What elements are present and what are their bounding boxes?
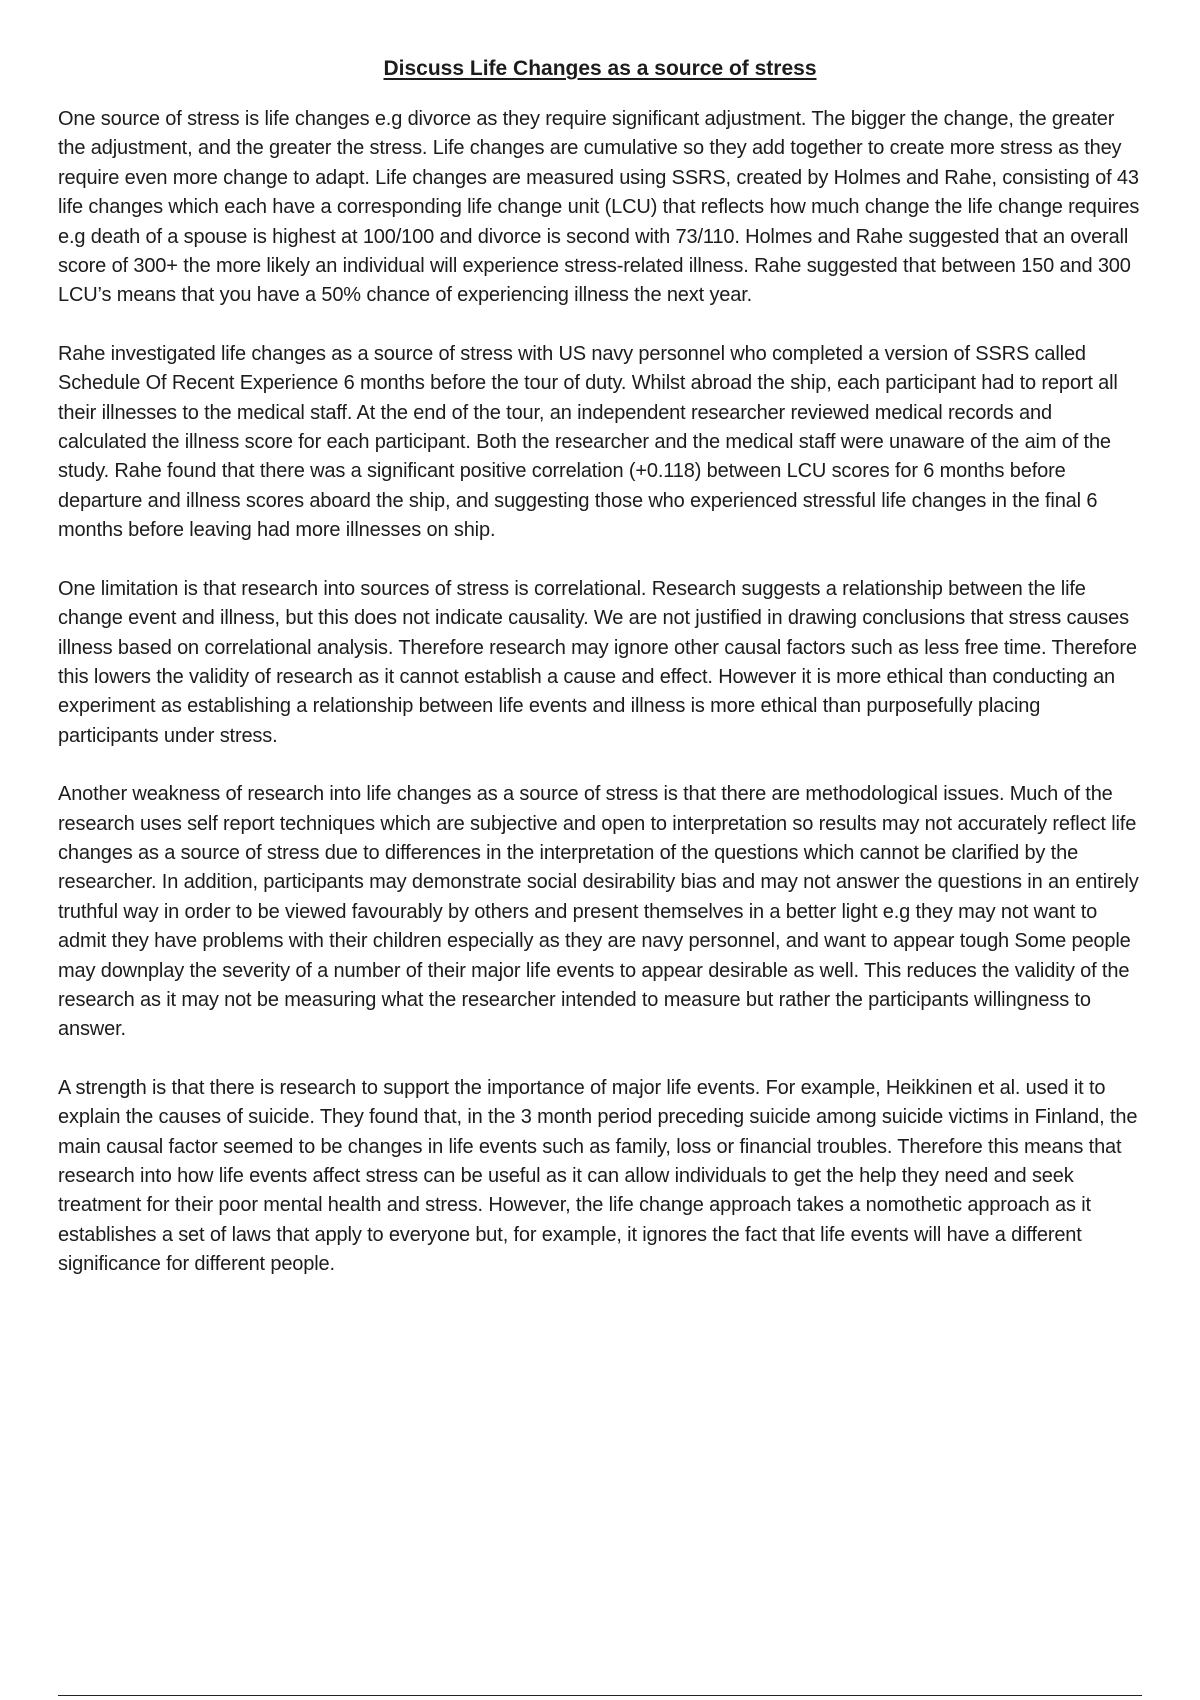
page-title: Discuss Life Changes as a source of stress (383, 57, 817, 80)
paragraph-limitation-correlational: One limitation is that research into sources of stress is correlational. Research suggests a relationship between the life change event and illness, but this does not indicate causality. We are not justified in drawing conclusions that stress causes illness based on correlational analysis. Therefore research may ignore other causal factors such as less free time. Therefore this lowers the validity of research as it cannot establish a cause and effect. However it is more ethical than conducting an experiment as establishing a relationship between life events and illness is more ethical than purposefully placing participants under stress. (58, 577, 1137, 747)
paragraph-weakness-methodological: Another weakness of research into life changes as a source of stress is that there are methodological issues. Much of the research uses self report techniques which are subjective and open to interpretation so results may not accurately reflect life changes as a source of stress due to differences in the interpretation of the questions which cannot be clarified by the researcher. In addition, participants may demonstrate social desirability bias and may not answer the questions in an entirely truthful way in order to be viewed favourably by others and present themselves in a better light e.g they may not want to admit they have problems with their children especially as they are navy personnel, and want to appear tough Some people may downplay the severity of a number of their major life events to appear desirable as well. This reduces the validity of the research as it may not be measuring what the researcher intended to measure but rather the participants willingness to answer. (58, 783, 1139, 1041)
footer-divider (58, 1695, 1142, 1696)
paragraph-life-changes-intro: One source of stress is life changes e.g divorce as they require significant adjustment. The bigger the change, the greater the adjustment, and the greater the stress. Life changes are cumulative so they add together to create more stress as they require even more change to adapt. Life changes are measured using SSRS, created by Holmes and Rahe, consisting of 43 life changes which each have a corresponding life change unit (LCU) that reflects how much change the life change requires e.g death of a spouse is highest at 100/100 and divorce is second with 73/110. Holmes and Rahe suggested that an overall score of 300+ the more likely an individual will experience stress-related illness. Rahe suggested that between 150 and 300 LCU’s means that you have a 50% chance of experiencing illness the next year. (58, 108, 1140, 307)
paragraph-rahe-study: Rahe investigated life changes as a source of stress with US navy personnel who completed a version of SSRS called Schedule Of Recent Experience 6 months before the tour of duty. Whilst abroad the ship, each participant had to report all their illnesses to the medical staff. At the end of the tour, an independent researcher reviewed medical records and calculated the illness score for each participant. Both the researcher and the medical staff were unaware of the aim of the study. Rahe found that there was a significant positive correlation (+0.118) between LCU scores for 6 months before departure and illness scores aboard the ship, and suggesting those who experienced stressful life changes in the final 6 months before leaving had more illnesses on ship. (58, 342, 1118, 542)
paragraph-strength-support: A strength is that there is research to support the importance of major life events. For example, Heikkinen et al. used it to explain the causes of suicide. They found that, in the 3 month period preceding suicide among suicide victims in Finland, the main causal factor seemed to be changes in life events such as family, loss or financial troubles. Therefore this means that research into how life events affect stress can be useful as it can allow individuals to get the help they need and seek treatment for their poor mental health and stress. However, the life change approach takes a nomothetic approach as it establishes a set of laws that apply to everyone but, for example, it ignores the fact that life events will have a different significance for different people. (58, 1076, 1138, 1276)
